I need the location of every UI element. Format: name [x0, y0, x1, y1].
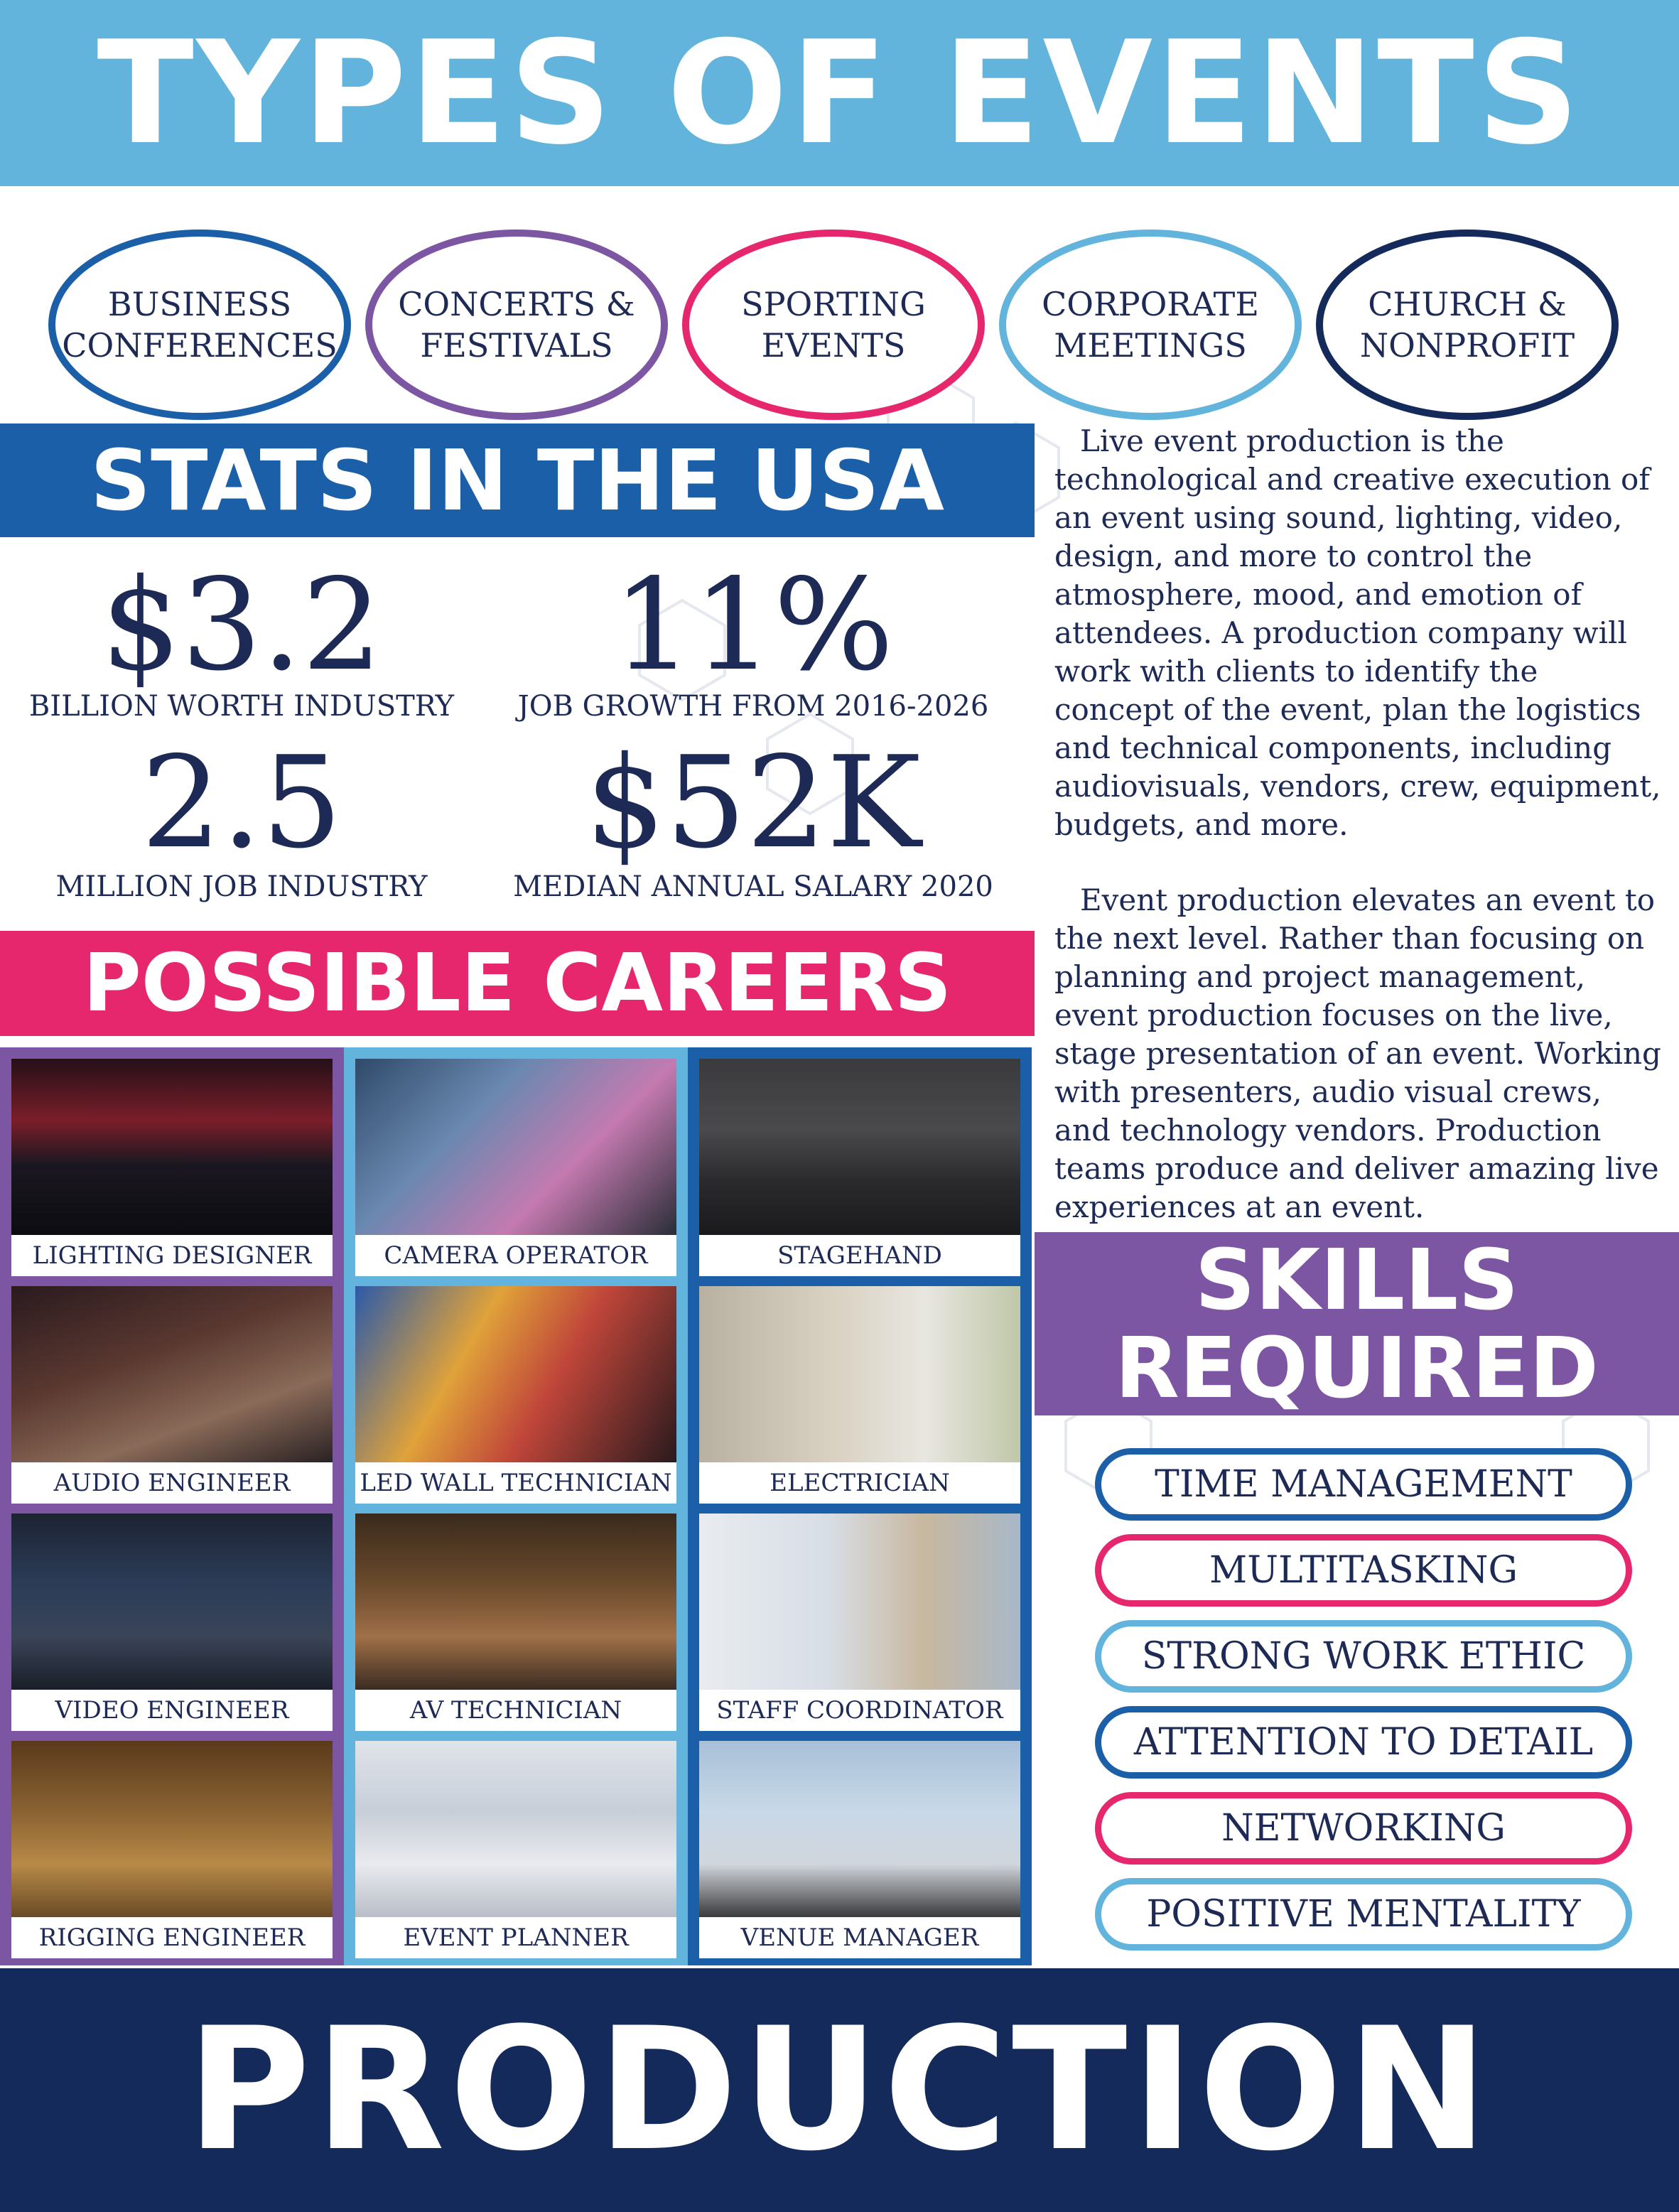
- stat-value-job-growth: 11%: [612, 551, 894, 698]
- event-type-church-nonprofit: CHURCH & NONPROFIT: [1316, 230, 1619, 420]
- career-caption: ELECTRICIAN: [699, 1462, 1020, 1504]
- career-caption: LIGHTING DESIGNER: [11, 1235, 333, 1276]
- career-caption: CAMERA OPERATOR: [355, 1235, 676, 1276]
- stat-label-million: MILLION JOB INDUSTRY: [55, 870, 428, 903]
- av-rack-photo: [355, 1514, 676, 1690]
- career-caption: LED WALL TECHNICIAN: [355, 1462, 676, 1504]
- staff-coordinator-photo: [699, 1514, 1020, 1690]
- careers-column-2: [344, 1047, 688, 1965]
- skills-heading-line-1: SKILLS: [1194, 1231, 1519, 1329]
- electrician-photo: [699, 1286, 1020, 1462]
- stat-value-million: 2.5: [141, 729, 342, 876]
- career-card-video-engineer: [11, 1514, 333, 1731]
- skill-networking: NETWORKING: [1095, 1792, 1632, 1865]
- stat-value-salary: $52K: [585, 729, 922, 876]
- skill-attention-to-detail: ATTENTION TO DETAIL: [1095, 1706, 1632, 1779]
- career-card-rigging-engineer: [11, 1741, 333, 1958]
- career-caption: VIDEO ENGINEER: [11, 1690, 333, 1731]
- career-caption: STAFF COORDINATOR: [699, 1690, 1020, 1731]
- career-caption: AUDIO ENGINEER: [11, 1462, 333, 1504]
- description-paragraph-1: Live event production is the technological and creative execution of an event using sound, lighting, video, design, and more to control the atmosphere, mood, and emotion of attendees. A production company will work with clients to identify the concept of the event, plan the logistics and technical components, including audiovisuals, vendors, crew, equipment, budgets, and more.: [1054, 423, 1661, 842]
- led-wall-photo: [355, 1286, 676, 1462]
- career-card-av-technician: [355, 1514, 676, 1731]
- stat-label-salary: MEDIAN ANNUAL SALARY 2020: [513, 870, 993, 903]
- career-caption: RIGGING ENGINEER: [11, 1917, 333, 1958]
- event-type-sporting-events: SPORTING EVENTS: [682, 230, 985, 420]
- career-caption: EVENT PLANNER: [355, 1917, 676, 1958]
- career-card-led-wall-technician: [355, 1286, 676, 1504]
- stat-value-billion: $3.2: [100, 551, 383, 698]
- rigging-truss-photo: [11, 1741, 333, 1917]
- footer-title: PRODUCTION: [186, 1992, 1493, 2189]
- career-card-event-planner: [355, 1741, 676, 1958]
- careers-column-1: [0, 1047, 344, 1965]
- stat-label-job-growth: JOB GROWTH FROM 2016-2026: [517, 690, 989, 723]
- event-type-business-conferences: BUSINESS CONFERENCES: [48, 230, 351, 420]
- lighting-console-photo: [11, 1059, 333, 1235]
- skills-heading-line-2: REQUIRED: [1115, 1319, 1599, 1417]
- page-title: TYPES OF EVENTS: [97, 10, 1582, 176]
- description-paragraph-2: Event production elevates an event to the next level. Rather than focusing on planning and project management, event production focuses on the live, stage presentation of an event. Working with presenters, audio visual crews, and technology vendors. Production teams produce and deliver amazing live experiences at an event.: [1054, 883, 1661, 1224]
- stat-label-billion: BILLION WORTH INDUSTRY: [28, 690, 455, 723]
- skills-heading: [1035, 1232, 1679, 1415]
- career-caption: VENUE MANAGER: [699, 1917, 1020, 1958]
- skill-multitasking: MULTITASKING: [1095, 1534, 1632, 1607]
- mixing-desk-photo: [11, 1286, 333, 1462]
- venue-manager-photo: [699, 1741, 1020, 1917]
- career-card-venue-manager: [699, 1741, 1020, 1958]
- career-card-electrician: [699, 1286, 1020, 1504]
- video-control-room-photo: [11, 1514, 333, 1690]
- event-type-concerts-festivals: CONCERTS & FESTIVALS: [365, 230, 668, 420]
- skill-positive-mentality: POSITIVE MENTALITY: [1095, 1878, 1632, 1951]
- career-caption: STAGEHAND: [699, 1235, 1020, 1276]
- career-card-lighting-designer: [11, 1059, 333, 1276]
- skill-strong-work-ethic: STRONG WORK ETHIC: [1095, 1620, 1632, 1693]
- careers-heading: POSSIBLE CAREERS: [0, 931, 1035, 1036]
- career-card-staff-coordinator: [699, 1514, 1020, 1731]
- career-card-audio-engineer: [11, 1286, 333, 1504]
- skill-time-management: TIME MANAGEMENT: [1095, 1448, 1632, 1521]
- careers-column-3: [688, 1047, 1032, 1965]
- career-card-stagehand: [699, 1059, 1020, 1276]
- career-caption: AV TECHNICIAN: [355, 1690, 676, 1731]
- stats-heading: STATS IN THE USA: [0, 423, 1035, 537]
- career-card-camera-operator: [355, 1059, 676, 1276]
- banquet-hall-photo: [355, 1741, 676, 1917]
- stagehand-photo: [699, 1059, 1020, 1235]
- event-type-corporate-meetings: CORPORATE MEETINGS: [999, 230, 1302, 420]
- camera-operator-photo: [355, 1059, 676, 1235]
